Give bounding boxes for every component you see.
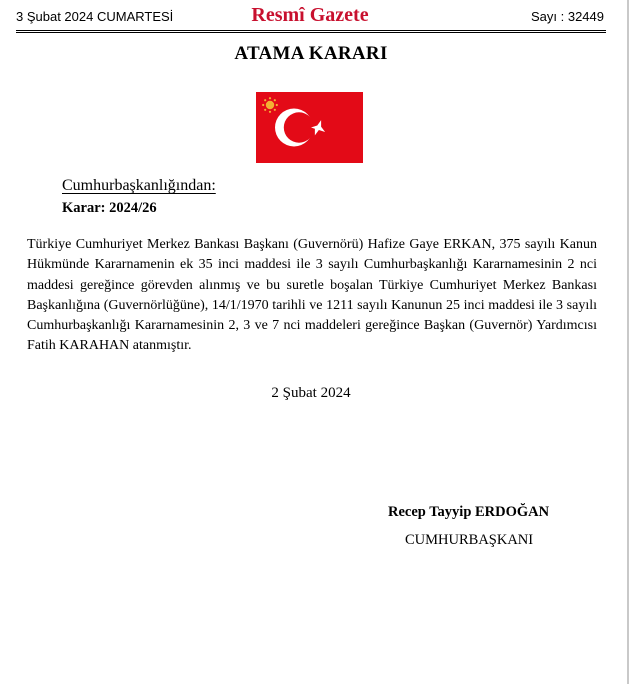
- document-title: ATAMA KARARI: [234, 43, 388, 64]
- crescent-inner: [284, 112, 314, 142]
- page-edge: [627, 0, 629, 684]
- issuing-authority: Cumhurbaşkanlığından:: [62, 177, 216, 194]
- header-date: 3 Şubat 2024 CUMARTESİ: [16, 9, 174, 24]
- gazette-name: Resmî Gazete: [251, 4, 369, 26]
- signer-name: Recep Tayyip ERDOĞAN: [388, 504, 550, 520]
- decision-number: Karar: 2024/26: [62, 200, 157, 216]
- gazette-header: [16, 4, 604, 30]
- header-divider: [16, 30, 606, 33]
- turkish-flag-icon: [256, 92, 363, 163]
- decision-body: Türkiye Cumhuriyet Merkez Bankası Başkanı (Guvernörü) Hafize Gaye ERKAN, 375 sayılı Kanun Hükmünde Kararnamenin ek 35 inci maddesi ile 3 sayılı Cumhurbaşkanlığı Kararnamesinin 2 nci maddesi gereğince görevden alınmış ve bu suretle boşalan Türkiye Cumhuriyet Merkez Bankası Başkanlığına (Guvernörlüğüne), 14/1/1970 tarihli ve 1211 sayılı Kanunun 25 inci maddesi ile 3 sayılı Cumhurbaşkanlığı Kararnamesinin 2, 3 ve 7 nci maddeleri gereğince Başkan (Guvernör) Yardımcısı Fatih KARAHAN atanmıştır.: [27, 237, 597, 354]
- issue-number: Sayı : 32449: [531, 9, 604, 24]
- signer-title: CUMHURBAŞKANI: [405, 532, 534, 548]
- signed-date: 2 Şubat 2024: [271, 385, 351, 401]
